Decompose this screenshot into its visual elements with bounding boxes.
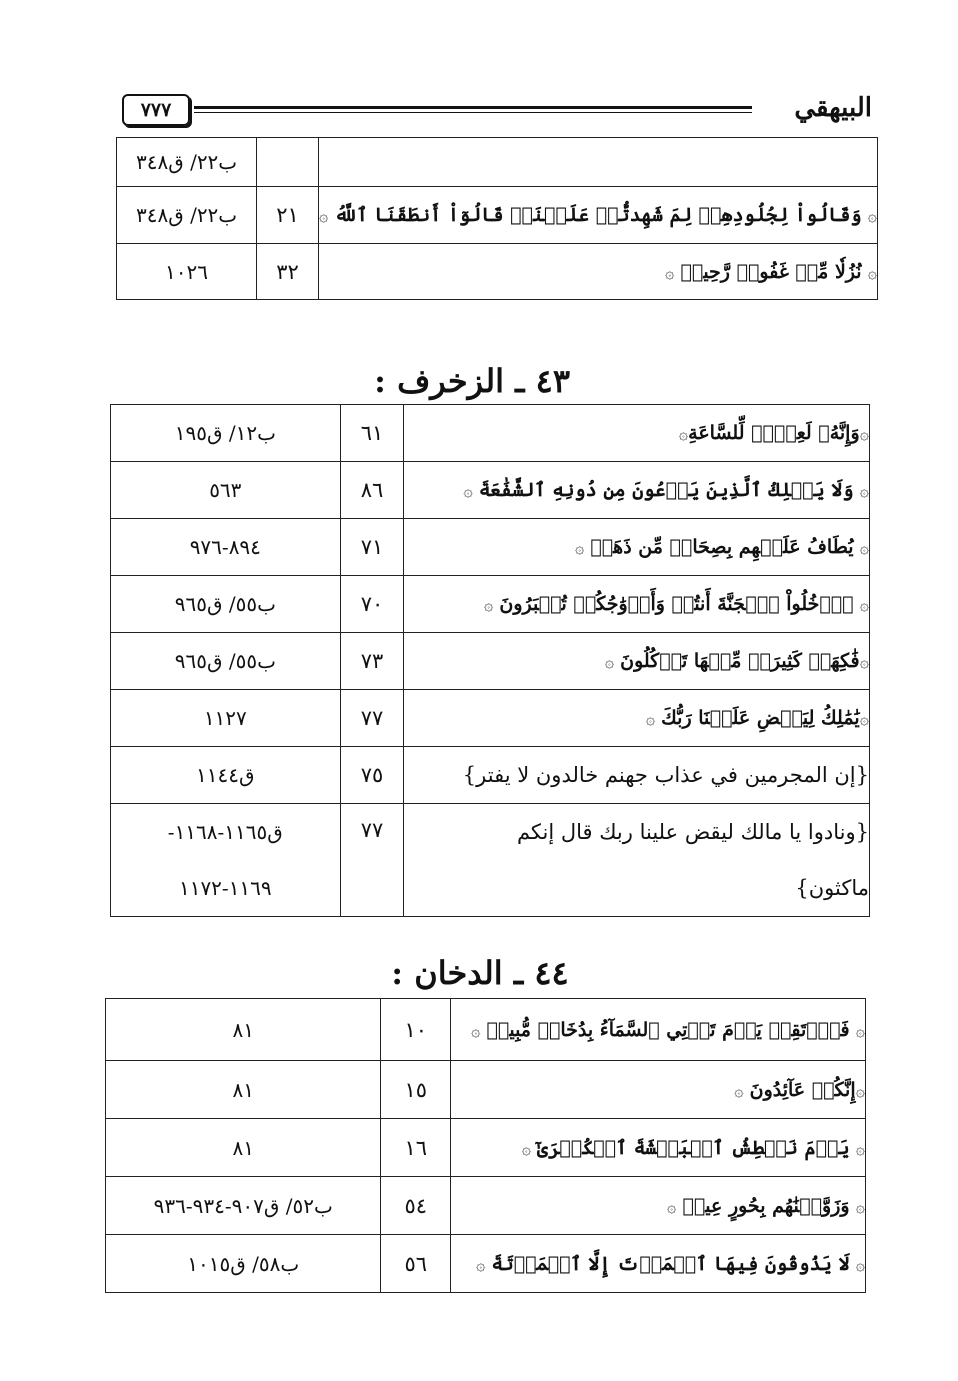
ornament-icon: ۞ [859, 424, 869, 443]
ornament-icon: ۞ [678, 424, 689, 443]
ornament-icon: ۞ [665, 262, 675, 282]
verse-cell: ۞إِنَّكُمۡ عَآئِدُونَ ۞ [451, 1061, 866, 1119]
ornament-icon: ۞ [483, 595, 494, 614]
ayah-number: ٧٠ [340, 576, 404, 633]
table-row [117, 244, 878, 300]
ornament-icon: ۞ [574, 538, 585, 557]
page-number: ٧٧٧ [122, 94, 190, 126]
reference-cell: ب٢٢/ ق٣٤٨ [117, 138, 257, 187]
ornament-icon: ۞ [521, 1138, 531, 1158]
ayah-number [257, 138, 319, 187]
verse-cell: ۞فَٰكِهَةٞ كَثِيرَةٞ مِّنۡهَا تَأۡكُلُونَ ۞ [404, 633, 870, 690]
ornament-icon: ۞ [855, 1138, 865, 1158]
table-row [106, 1061, 866, 1119]
ayah-number: ٧٧ [340, 804, 404, 917]
ornament-icon: ۞ [855, 1196, 865, 1216]
verse-table-zukhruf [110, 404, 870, 917]
table-row [111, 462, 870, 519]
ayah-number: ٥٤ [381, 1177, 451, 1235]
table-row [111, 405, 870, 462]
book-title: البيهقي [794, 93, 872, 123]
ornament-icon: ۞ [859, 652, 869, 671]
table-row [111, 633, 870, 690]
ayah-number: ١٦ [381, 1119, 451, 1177]
verse-cell: ۞ نُزُلٗا مِّنۡ غَفُورٖ رَّحِيمٖ ۞ [318, 244, 877, 300]
verse-cell: ۞ ٱدۡخُلُواْ ٱلۡجَنَّةَ أَنتُمۡ وَأَزۡوَٰجُكُمۡ تُحۡبَرُونَ ۞ [404, 576, 870, 633]
verse-table-dukhan [105, 998, 866, 1293]
reference-cell: ب٥٢/ ق٩٠٧-٩٣٤-٩٣٦ [106, 1177, 381, 1235]
table-row [106, 1119, 866, 1177]
header-rule-thin [194, 112, 752, 113]
ornament-icon: ۞ [855, 1020, 865, 1040]
table-row [106, 1235, 866, 1293]
ornament-icon: ۞ [867, 206, 877, 225]
verse-cell: ۞ وَلَا يَمۡلِكُ ٱلَّذِينَ يَدۡعُونَ مِن دُونِهِ ٱلشَّفَٰعَةَ ۞ [404, 462, 870, 519]
reference-cell: ٨٩٤-٩٧٦ [111, 519, 341, 576]
table-row [111, 747, 870, 804]
ornament-icon: ۞ [604, 652, 615, 671]
verse-cell: ۞ وَقَالُواْ لِجُلُودِهِمۡ لِمَ شَهِدتُّمۡ عَلَيۡنَاۖ قَالُوٓاْ أَنطَقَنَا ٱللَّهُ ۞ [318, 187, 877, 244]
verse-cell: ۞ فَٱرۡتَقِبۡ يَوۡمَ تَأۡتِي ٱلسَّمَآءُ بِدُخَانٖ مُّبِينٖ ۞ [451, 999, 866, 1061]
verse-cell: ۞ وَزَوَّجۡنَٰهُم بِحُورٍ عِينٖ ۞ [451, 1177, 866, 1235]
ornament-icon: ۞ [667, 1196, 677, 1216]
reference-cell: ب٥٨/ ق١٠١٥ [106, 1235, 381, 1293]
ayah-number: ١٠ [381, 999, 451, 1061]
ayah-number: ٧٣ [340, 633, 404, 690]
verse-cell: ۞ يُطَافُ عَلَيۡهِم بِصِحَافٖ مِّن ذَهَبٖ ۞ [404, 519, 870, 576]
verse-cell: ۞يَٰمَٰلِكُ لِيَقۡضِ عَلَيۡنَا رَبُّكَ ۞ [404, 690, 870, 747]
reference-cell: ق١١٤٤ [111, 747, 341, 804]
table-row [111, 576, 870, 633]
reference-cell: ٨١ [106, 1061, 381, 1119]
ayah-number: ٨٦ [340, 462, 404, 519]
ayah-number: ٧٥ [340, 747, 404, 804]
verse-cell: ۞ يَوۡمَ نَبۡطِشُ ٱلۡبَطۡشَةَ ٱلۡكُبۡرَىٰٓ ۞ [451, 1119, 866, 1177]
ayah-number: ١٥ [381, 1061, 451, 1119]
reference-cell: ١١٢٧ [111, 690, 341, 747]
verse-cell: {إن المجرمين في عذاب جهنم خالدون لا يفتر} [404, 747, 870, 804]
ornament-icon: ۞ [859, 709, 869, 728]
reference-cell: ق١١٦٥-١١٦٨- ١١٦٩-١١٧٢ [111, 804, 341, 917]
table-row [106, 999, 866, 1061]
table-row [117, 138, 878, 187]
ornament-icon: ۞ [476, 1254, 486, 1274]
reference-cell: ب١٢/ ق١٩٥ [111, 405, 341, 462]
surah-title-zukhruf: ٤٣ ـ الزخرف : [374, 362, 570, 400]
ornament-icon: ۞ [859, 595, 869, 614]
reference-cell: ٨١ [106, 999, 381, 1061]
ornament-icon: ۞ [645, 709, 656, 728]
reference-cell: ب٢٢/ ق٣٤٨ [117, 187, 257, 244]
verse-cell [318, 138, 877, 187]
reference-cell: ب٥٥/ ق٩٦٥ [111, 576, 341, 633]
ornament-icon: ۞ [859, 538, 869, 557]
ornament-icon: ۞ [855, 1080, 865, 1100]
reference-cell: ٥٦٣ [111, 462, 341, 519]
table-row [111, 519, 870, 576]
verse-cell: {ونادوا يا مالك ليقض علينا ربك قال إنكم ماكثون} [404, 804, 870, 917]
verse-table-1 [116, 137, 878, 300]
ayah-number: ٢١ [257, 187, 319, 244]
ornament-icon: ۞ [867, 262, 877, 282]
surah-title-dukhan: ٤٤ ـ الدخان : [391, 954, 569, 992]
table-row [111, 690, 870, 747]
ornament-icon: ۞ [318, 206, 329, 225]
header-rule [194, 106, 752, 109]
verse-cell: ۞وَإِنَّهُۥ لَعِلۡمٞ لِّلسَّاعَةِ۞ [404, 405, 870, 462]
reference-cell: ٨١ [106, 1119, 381, 1177]
ornament-icon: ۞ [855, 1254, 865, 1274]
page-header [122, 92, 872, 130]
ayah-number: ٣٢ [257, 244, 319, 300]
verse-cell: ۞ لَا يَذُوقُونَ فِيهَا ٱلۡمَوۡتَ إِلَّا ٱلۡمَوۡتَةَ ۞ [451, 1235, 866, 1293]
ornament-icon: ۞ [471, 1020, 481, 1040]
ayah-number: ٥٦ [381, 1235, 451, 1293]
ornament-icon: ۞ [734, 1080, 744, 1100]
table-row [106, 1177, 866, 1235]
table-row [111, 804, 870, 917]
reference-cell: ب٥٥/ ق٩٦٥ [111, 633, 341, 690]
ayah-number: ٧١ [340, 519, 404, 576]
ornament-icon: ۞ [463, 481, 473, 500]
table-row [117, 187, 878, 244]
reference-cell: ١٠٢٦ [117, 244, 257, 300]
ayah-number: ٧٧ [340, 690, 404, 747]
ornament-icon: ۞ [859, 481, 869, 500]
ayah-number: ٦١ [340, 405, 404, 462]
